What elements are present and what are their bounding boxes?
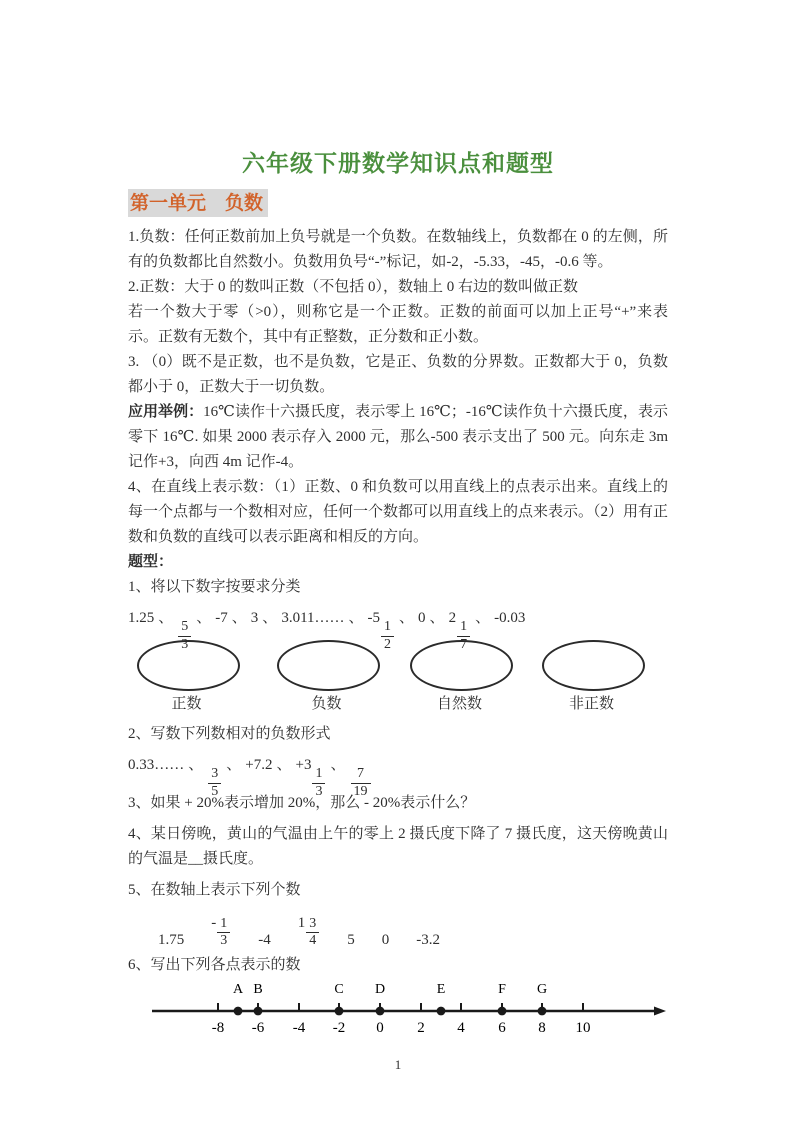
question-2-numbers: [128, 747, 668, 800]
tick-label: -6: [251, 1020, 265, 1036]
q2-num-0: 0.33……: [128, 757, 185, 773]
point-label: A: [232, 982, 244, 997]
tick-label: 0: [376, 1020, 384, 1036]
q2-num-1-fraction: $\frac{3}{5}$: [208, 767, 221, 799]
point-dot: [254, 1007, 263, 1016]
point-label: F: [498, 982, 506, 997]
oval-natural: [410, 640, 513, 691]
question-5-numbers: [128, 903, 668, 949]
number-line: [128, 980, 668, 1038]
oval-label-positive: 正数: [171, 696, 202, 712]
q5-num-2: -4: [258, 932, 271, 948]
oval-label-negative: 负数: [311, 696, 342, 712]
point-dot: [376, 1007, 385, 1016]
oval-label-nonpositive: 非正数: [568, 696, 614, 712]
q2-num-4-fraction: $\frac{7}{19}$: [351, 767, 371, 799]
q1-num-8: -0.03: [494, 610, 526, 626]
point-label: D: [374, 982, 386, 997]
tick-label: 6: [498, 1020, 506, 1036]
classification-ovals: [128, 640, 668, 722]
point-label: B: [253, 982, 263, 997]
point-label: C: [334, 982, 344, 997]
axis-arrowhead-icon: [654, 1007, 666, 1016]
q1-num-6: 0: [418, 610, 426, 626]
document-content: [128, 147, 668, 1073]
tick-label: 4: [457, 1020, 465, 1036]
q5-num-1-fraction: - $\frac{1}{3}$: [211, 915, 231, 949]
list-separator: 、: [196, 610, 212, 626]
list-separator: 、: [348, 610, 364, 626]
knowledge-point-4: 4、在直线上表示数：（1）正数、0 和负数可以用直线上的点表示出来。直线上的每一个点都与一个数相对应，任何一个数都可以用直线上的点来表示。（2）用有正数和负数的直线可以表示距离和相反的方向。: [128, 479, 669, 545]
q5-num-3-mixed: 1 $\frac{3}{4}$: [298, 915, 321, 949]
question-3: 3、如果 + 20%表示增加 20%，那么 - 20%表示什么？: [128, 795, 476, 811]
page-number: 1: [394, 1057, 402, 1072]
question-2: 2、写数下列数相对的负数形式: [128, 726, 331, 742]
tick-label: 10: [575, 1020, 591, 1036]
question-5: 5、在数轴上表示下列个数: [128, 882, 301, 898]
q1-num-7-mixed: 2 $\frac{1}{7}$: [449, 610, 472, 626]
point-dot: [498, 1007, 507, 1016]
examples-lead: 应用举例：: [128, 404, 204, 420]
point-dot: [437, 1007, 446, 1016]
knowledge-point-examples: [128, 400, 668, 475]
tick-label: -2: [332, 1020, 346, 1036]
tick-label: -4: [292, 1020, 306, 1036]
list-separator: 、: [231, 610, 247, 626]
knowledge-point-2b: 若一个数大于零（>0），则称它是一个正数。正数的前面可以加上正号“+”来表示。正数有无数个，其中有正整数，正分数和正小数。: [128, 304, 668, 345]
list-separator: 、: [276, 757, 292, 773]
section-heading: 第一单元 负数: [128, 189, 268, 217]
q2-num-3-mixed: +3 $\frac{1}{3}$: [296, 757, 327, 773]
q1-num-1-fraction: $\frac{5}{3}$: [178, 620, 191, 652]
point-dot: [234, 1007, 243, 1016]
q5-num-4: 5: [347, 932, 355, 948]
list-separator: 、: [475, 610, 491, 626]
q1-num-4: 3.011……: [281, 610, 345, 626]
list-separator: 、: [226, 757, 242, 773]
q1-num-0: 1.25: [128, 610, 155, 626]
page-title: 六年级下册数学知识点和题型: [242, 151, 554, 177]
point-dot: [538, 1007, 547, 1016]
point-label: G: [536, 982, 548, 997]
list-separator: 、: [399, 610, 415, 626]
oval-positive: [137, 640, 240, 691]
knowledge-point-2: 2.正数：大于 0 的数叫正数（不包括 0），数轴上 0 右边的数叫做正数: [128, 279, 579, 295]
q1-num-2: -7: [215, 610, 228, 626]
question-6: 6、写出下列各点表示的数: [128, 957, 301, 973]
q5-num-0: 1.75: [158, 932, 185, 948]
q5-num-6: -3.2: [416, 932, 440, 948]
section-heading-row: [128, 189, 668, 219]
list-separator: 、: [158, 610, 174, 626]
oval-label-natural: 自然数: [436, 696, 482, 712]
q2-num-2: +7.2: [245, 757, 273, 773]
examples-text: 16℃读作十六摄氏度，表示零上 16℃；-16℃读作负十六摄氏度，表示零下 16℃. 如果 2000 表示存入 2000 元，那么-500 表示支出了 500 元。向东走 3m 记作+3，向西 4m 记作-4。: [128, 404, 668, 470]
number-line-figure: [128, 980, 668, 1043]
oval-nonpositive: [542, 640, 645, 691]
q1-num-3: 3: [250, 610, 259, 626]
oval-negative: [277, 640, 380, 691]
knowledge-point-1: 1.负数：任何正数前加上负号就是一个负数。在数轴线上，负数都在 0 的左侧，所有的负数都比自然数小。负数用负号“-”标记，如-2，-5.33，-45，-0.6 等。: [128, 229, 668, 270]
list-separator: 、: [188, 757, 204, 773]
q1-num-5-mixed: -5 $\frac{1}{2}$: [368, 610, 396, 626]
point-label: E: [436, 982, 446, 997]
list-separator: 、: [429, 610, 445, 626]
list-separator: 、: [330, 757, 346, 773]
exercises-label: 题型：: [128, 554, 174, 570]
point-dot: [335, 1007, 344, 1016]
tick-label: 8: [538, 1020, 546, 1036]
knowledge-point-3: 3. （0）既不是正数，也不是负数，它是正、负数的分界数。正数都大于 0，负数都小于 0，正数大于一切负数。: [128, 354, 668, 395]
tick-label: 2: [417, 1020, 425, 1036]
tick-label: -8: [211, 1020, 225, 1036]
question-4: 4、某日傍晚，黄山的气温由上午的零上 2 摄氏度下降了 7 摄氏度，这天傍晚黄山的气温是__摄氏度。: [128, 826, 668, 867]
question-1-numbers: [128, 600, 668, 653]
list-separator: 、: [262, 610, 278, 626]
question-1: 1、将以下数字按要求分类: [128, 579, 301, 595]
q5-num-5: 0: [381, 932, 390, 948]
